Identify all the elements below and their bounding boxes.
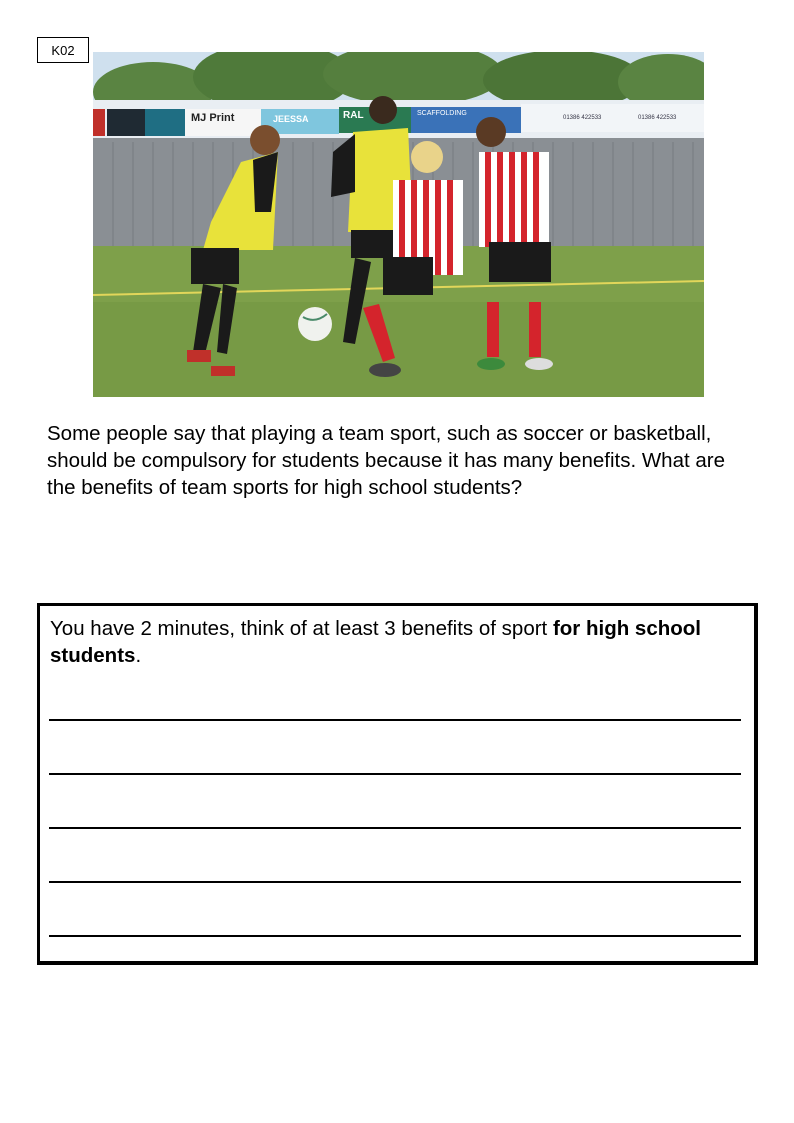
task-text-before: You have 2 minutes, think of at least 3 benefits of sport bbox=[50, 617, 553, 640]
task-text-emphasis: for high school students bbox=[50, 617, 701, 667]
question-prompt-text: Some people say that playing a team sport, such as soccer or basketball, should be compulsory for students because it has many benefits. What are the benefits of team sports for high school students? bbox=[47, 422, 726, 499]
question-prompt bbox=[47, 420, 727, 501]
svg-text:JEESSA: JEESSA bbox=[273, 114, 309, 124]
svg-text:MJ Print: MJ Print bbox=[191, 112, 235, 124]
svg-text:RAL: RAL bbox=[343, 110, 364, 121]
answer-task-box bbox=[37, 603, 758, 965]
soccer-photo-illustration bbox=[93, 52, 704, 397]
task-text-after: . bbox=[135, 644, 142, 667]
svg-text:SCAFFOLDING: SCAFFOLDING bbox=[417, 110, 467, 117]
task-instructions bbox=[50, 615, 740, 669]
answer-line-3[interactable] bbox=[49, 827, 741, 829]
answer-line-4[interactable] bbox=[49, 881, 741, 883]
answer-line-2[interactable] bbox=[49, 773, 741, 775]
soccer-photo bbox=[93, 52, 704, 397]
svg-text:01386 422533: 01386 422533 bbox=[563, 115, 602, 121]
worksheet-code-label bbox=[37, 37, 89, 63]
code-label-text: K02 bbox=[51, 42, 75, 58]
answer-line-5[interactable] bbox=[49, 935, 741, 937]
svg-text:01386 422533: 01386 422533 bbox=[638, 115, 677, 121]
answer-line-1[interactable] bbox=[49, 719, 741, 721]
